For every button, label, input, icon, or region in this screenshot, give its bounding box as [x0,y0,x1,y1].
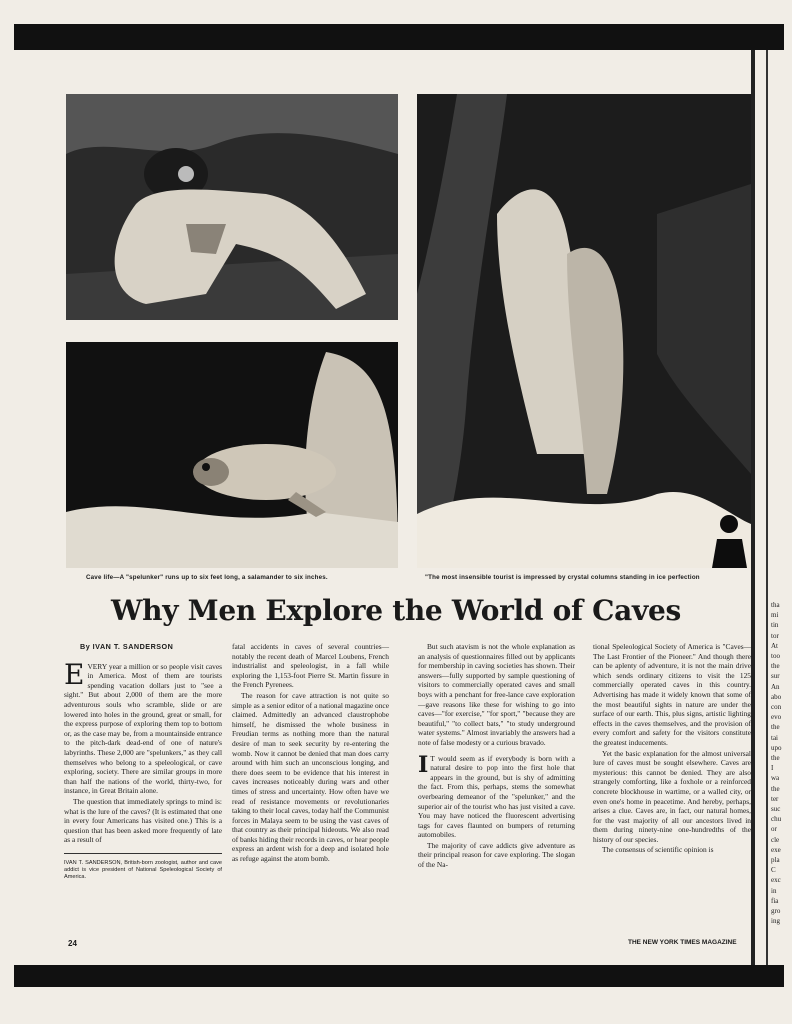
caption-right: "The most insensible tourist is impressed by crystal columns standing in ice perfection [425,574,700,581]
col2-paragraph-2: The reason for cave attraction is not quite so simple as a senior editor of a national magazine once claimed. Admittedly an advanced claustrophobe himself, he dismissed the whole business in Freudian terms as nothing more than the natural desire of man to seek security by re-entering the womb. Now it cannot be denied that man does carry around with him such an unconscious longing, and there does seem to be evidence that his interest in caves increases noticeably during wars and other times of stress and uncertainty. How often have we read of resistance movements or revolutionaries taking to their local caves, today half the Communist forces in Malaya seem to be using the vast caves of that country as their principal hideouts. We also read of banks hiding their records in caves, or hear people express an ardent wish for a deep and isolated hole as refuge against the atom bomb. [232,690,389,864]
adjacent-page-line: tor [771,631,779,640]
photo-salamander [66,342,398,568]
adjacent-page-line: exe [771,845,781,854]
col3-paragraph-3: The majority of cave addicts give adventure as their principal reason for cave exploring. The slogan of the Na- [418,840,575,870]
photo-crystal-columns [417,94,751,568]
adjacent-page-line: upo [771,743,782,752]
author-bio: IVAN T. SANDERSON, British-born zoologist, author and cave addict is vice president of National Speleological Society of America. [64,853,222,882]
column-3 [418,642,575,871]
adjacent-page-line: pla [771,856,780,865]
adjacent-page-line: suc [771,805,781,814]
page-number: 24 [68,939,77,948]
col1-paragraph-1: EVERY year a million or so people visit caves in America. Most of them are tourists spending vacation dollars just to "see a sight." But about 2,000 of them are the more adventurous souls who scramble, slide or are lowered into holes in the ground, great or small, for the express purpose of exploring them top to bottom or, as the case may be, from a mountainside entrance to the pitch-dark dead-end of one of nature's labyrinths. These 2,000 are "spelunkers," as they call themselves who belong to a speleological, or cave exploring, society. There are similar groups in more than half the nations of the world, thirty-two, for instance, in Great Britain alone. [64,657,222,796]
spelunker-illustration [66,94,398,320]
adjacent-page-line: too [771,652,780,661]
adjacent-page-line: the [771,754,780,763]
adjacent-page-line: exc [771,876,781,885]
caption-left: Cave life—A "spelunker" runs up to six feet long, a salamander to six inches. [86,574,328,581]
top-black-band [14,24,784,50]
col1-paragraph-2: The question that immediately springs to mind is: what is the lure of the caves? (It is estimated that one in every four Americans has visited one.) This is a question that has been asked more frequently of late as a result of [64,796,222,845]
adjacent-page-line: At [771,641,778,650]
adjacent-page-line: evo [771,713,782,722]
column-4 [593,642,751,856]
adjacent-page-line: ter [771,794,779,803]
byline: By IVAN T. SANDERSON [80,642,174,651]
adjacent-page-line: con [771,703,782,712]
adjacent-page-line: cle [771,835,780,844]
salamander-illustration [66,342,398,568]
drop-cap-i: I [418,751,429,778]
adjacent-page-line: mi [771,611,779,620]
crystal-columns-illustration [417,94,751,568]
adjacent-page-line: ing [771,917,780,926]
col4-paragraph-2: Yet the basic explanation for the almost universal lure of caves must be sought elsewhere. Caves are mysterious: this cannot be denied. They are also strangely comforting, like a foxhole or a reinforced concrete blockhouse in wartime, or a walled city, or even one's home in peacetime. And hereby, perhaps, arises a clue. Caves are, in fact, our natural homes, for the vast majority of all our ancestors lived in them during ninety-nine one-hundredths of the history of our species. [593,748,751,844]
adjacent-page-line: tin [771,621,779,630]
adjacent-page-line: the [771,784,780,793]
drop-cap-e: E [64,657,85,691]
adjacent-page-line: or [771,825,777,834]
adjacent-page-line: fia [771,896,779,905]
page-edge-strip [751,50,755,965]
adjacent-page-line: wa [771,774,780,783]
adjacent-page-line: the [771,723,780,732]
col3-paragraph-2: I T would seem as if everybody is born with a natural desire to pop into the first hole that appears in the ground, but is shy of admitting the fact. From this, perhaps, stems the somewhat overbearing demeanor of the "spelunker," and the superior air of the tourist who has just visited a cave. You may have noticed the fluorescent advertising tags for caves flaunted on bumpers of returning automobiles. [418,751,575,840]
column-2 [232,642,389,865]
adjacent-page-line: abo [771,692,782,701]
adjacent-page-line: C [771,866,776,875]
headline: Why Men Explore the World of Caves [111,594,681,627]
bottom-black-band [14,965,784,987]
photo-spelunker [66,94,398,320]
column-1 [64,642,222,882]
adjacent-page-line: tai [771,733,778,742]
adjacent-page-line: chu [771,815,782,824]
magazine-name: THE NEW YORK TIMES MAGAZINE [628,939,737,946]
adjacent-page-line: sur [771,672,780,681]
col4-paragraph-1: tional Speleological Society of America is "Caves—The Last Frontier of the Pioneer." And though there can be aplenty of adventure, it is not the main drive which sends ordinary citizens to visit the 125 commercially operated caves in this country. Advertising has made it widely known that some of the most beautiful sights in nature are under the surface of our earth. This, plus signs, artistic lighting effects in the caves themselves, and the provision of every comfort and safety for the visitors constitute the greatest inducements. [593,642,751,747]
col4-paragraph-3: The consensus of scientific opinion is [602,845,714,855]
page-edge-strip-2 [766,50,768,965]
col3-paragraph-1: But such atavism is not the whole explanation as an analysis of questionnaires filled out by applicants for membership in caving societies has shown. Their answers—fully supported by sample questioning of visitors to commercially operated caves and small boys with a penchant for free-lance cave exploration—gave reasons like these for wishing to go into caves—"for exercise," "for sport," "because they are beautiful," "to collect bats," "to study underground water systems." Almost invariably the answers had a note of false modesty or a curious bravado. [418,642,575,747]
adjacent-page-line: gro [771,907,781,916]
col2-paragraph-1: fatal accidents in caves of several countries—notably the recent death of Marcel Loubens, French industrialist and speleologist, in a fall while exploring the 1,153-foot Pierre St. Martin fissure in the French Pyrenees. [232,642,389,690]
adjacent-page-line: tha [771,601,780,609]
adjacent-page-text [771,600,792,927]
adjacent-page-line: the [771,662,780,671]
adjacent-page-line: An [771,682,780,691]
adjacent-page-line: in [771,886,777,895]
adjacent-page-line: I [771,764,774,773]
